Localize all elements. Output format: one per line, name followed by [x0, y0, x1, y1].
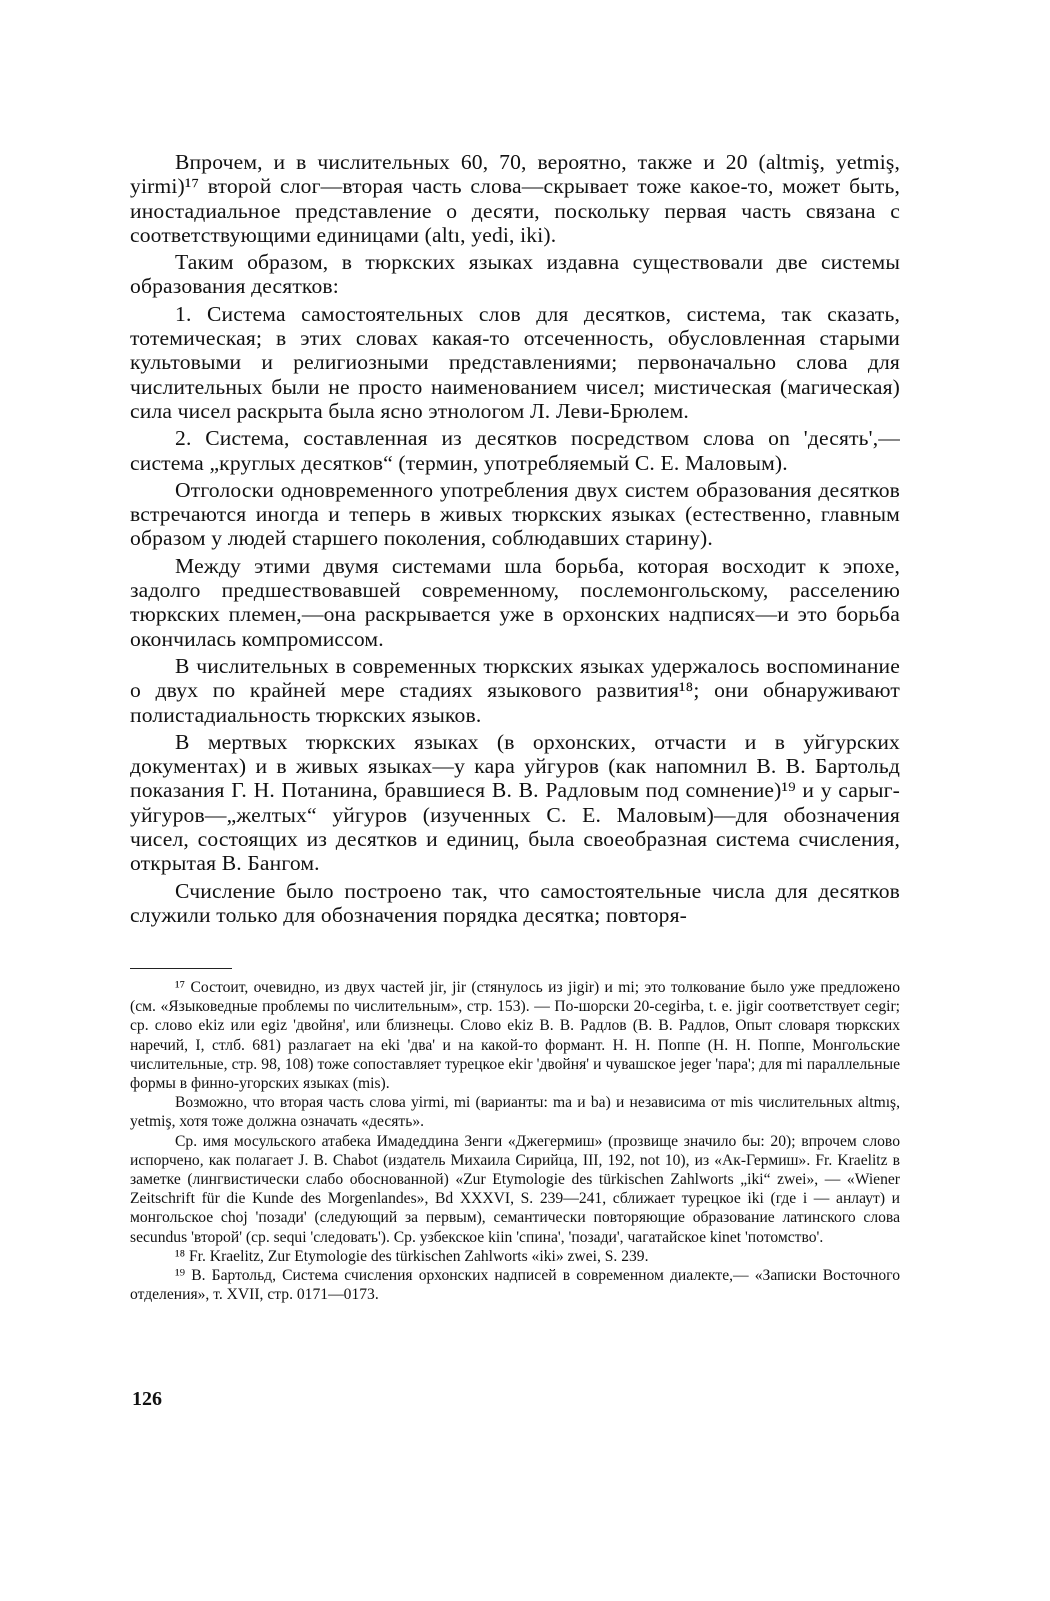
paragraph: 2. Система, составленная из десятков посредством слова on 'десять',—система „круглых десятков“ (термин, употребляемый С. Е. Маловым). [130, 426, 900, 475]
paragraph: Отголоски одновременного употребления двух систем образования десятков встречаются иногда и теперь в живых тюркских языках (естественно, главным образом у людей старшего поколения, соблюдавших старину). [130, 477, 900, 551]
footnote-17-continued: Возможно, что вторая часть слова yirmi, mi (варианты: ma и ba) и независима от mis числительных altmış, yetmiş, хотя тоже должна означать «десять». [130, 1094, 900, 1131]
main-text [130, 150, 900, 927]
footnote-19: ¹⁹ В. Бартольд, Система счисления орхонских надписей в современном диалекте,— «Записки Восточного отделения», т. XVII, стр. 0171—0173. [130, 1267, 900, 1304]
footnote-17: ¹⁷ Состоит, очевидно, из двух частей jir, jir (стянулось из jigir) и mi; это толкование было уже предложено (см. «Языковедные проблемы по числительным», стр. 153). — По-шорски 20-cegirba, t. e. jigir соответствует cegir; ср. слово ekiz или egiz 'двойня', или близнецы. Слово ekiz В. В. Радлов (В. В. Радлов, Опыт словаря тюркских наречий, I, стлб. 681) разлагает на eki 'два' и на какой-то формант. Н. Н. Поппе (Н. Н. Поппе, Монгольские числительные, стр. 98, 108) тоже сопоставляет турецкое ekir 'двойня' и чувашское jeger 'пара'; для mi параллельные формы в финно-угорских языках (mis). [130, 979, 900, 1093]
paragraph: В мертвых тюркских языках (в орхонских, отчасти и в уйгурских документах) и в живых языках—у кара уйгуров (как напомнил В. В. Бартольд показания Г. Н. Потанина, бравшиеся В. В. Радловым под сомнение)¹⁹ и у сарыг-уйгуров—„желтых“ уйгуров (изученных С. Е. Маловым)—для обозначения чисел, состоящих из десятков и единиц, была своеобразная система счисления, открытая В. Бангом. [130, 729, 900, 876]
footnotes [130, 978, 900, 1304]
paragraph: Впрочем, и в числительных 60, 70, вероятно, также и 20 (altmiş, yetmiş, yirmi)¹⁷ второй слог—вторая часть слова—скрывает тоже какое-то, может быть, иностадиальное представление о десяти, поскольку первая часть связана с соответствующими единицами (altı, yedi, iki). [130, 150, 900, 247]
footnote-divider [130, 968, 232, 969]
paragraph: Таким образом, в тюркских языках издавна существовали две системы образования десятков: [130, 250, 900, 299]
paragraph: Между этими двумя системами шла борьба, которая восходит к эпохе, задолго предшествовавшей современному, послемонгольскому, расселению тюркских племен,—она раскрывается уже в орхонских надписях—и это борьба окончилась компромиссом. [130, 553, 900, 651]
footnote-18: ¹⁸ Fr. Kraelitz, Zur Etymologie des türkischen Zahlworts «iki» zwei, S. 239. [175, 1247, 649, 1265]
page-number: 126 [132, 1388, 162, 1410]
paragraph: В числительных в современных тюркских языках удержалось воспоминание о двух по крайней мере стадиях языкового развития¹⁸; они обнаруживают полистадиальность тюркских языков. [130, 653, 900, 727]
paragraph: 1. Система самостоятельных слов для десятков, система, так сказать, тотемическая; в этих словах какая-то отсеченность, обусловленная старыми культовыми и религиозными представлениями; первоначально слова для числительных были не просто наименованием чисел; мистическая (магическая) сила чисел раскрыта была ясно этнологом Л. Леви-Брюлем. [130, 301, 900, 423]
paragraph: Счисление было построено так, что самостоятельные числа для десятков служили только для обозначения порядка десятка; повторя- [130, 878, 900, 927]
footnote-17-continued: Ср. имя мосульского атабека Имадеддина Зенги «Джегермиш» (прозвище значило бы: 20); впрочем слово испорчено, как полагает J. B. Chabot (издатель Михаила Сирийца, III, 192, not 10), из «Ак-Гермиш». Fr. Kraelitz в заметке (лингвистически слабо обоснованной) «Zur Etymologie des türkischen Zahlworts „iki“ zwei», — «Wiener Zeitschrift für die Kunde des Morgenlandes», Bd XXXVI, S. 239—241, сближает турецкое iki (где i — анлаут) и монгольское choj 'позади' (следующий за первым), семантически повторяющие образование латинского слова secundus 'второй' (ср. sequi 'следовать'). Ср. узбекское kiin 'спина', 'позади', чагатайское kinet 'потомство'. [130, 1132, 900, 1246]
